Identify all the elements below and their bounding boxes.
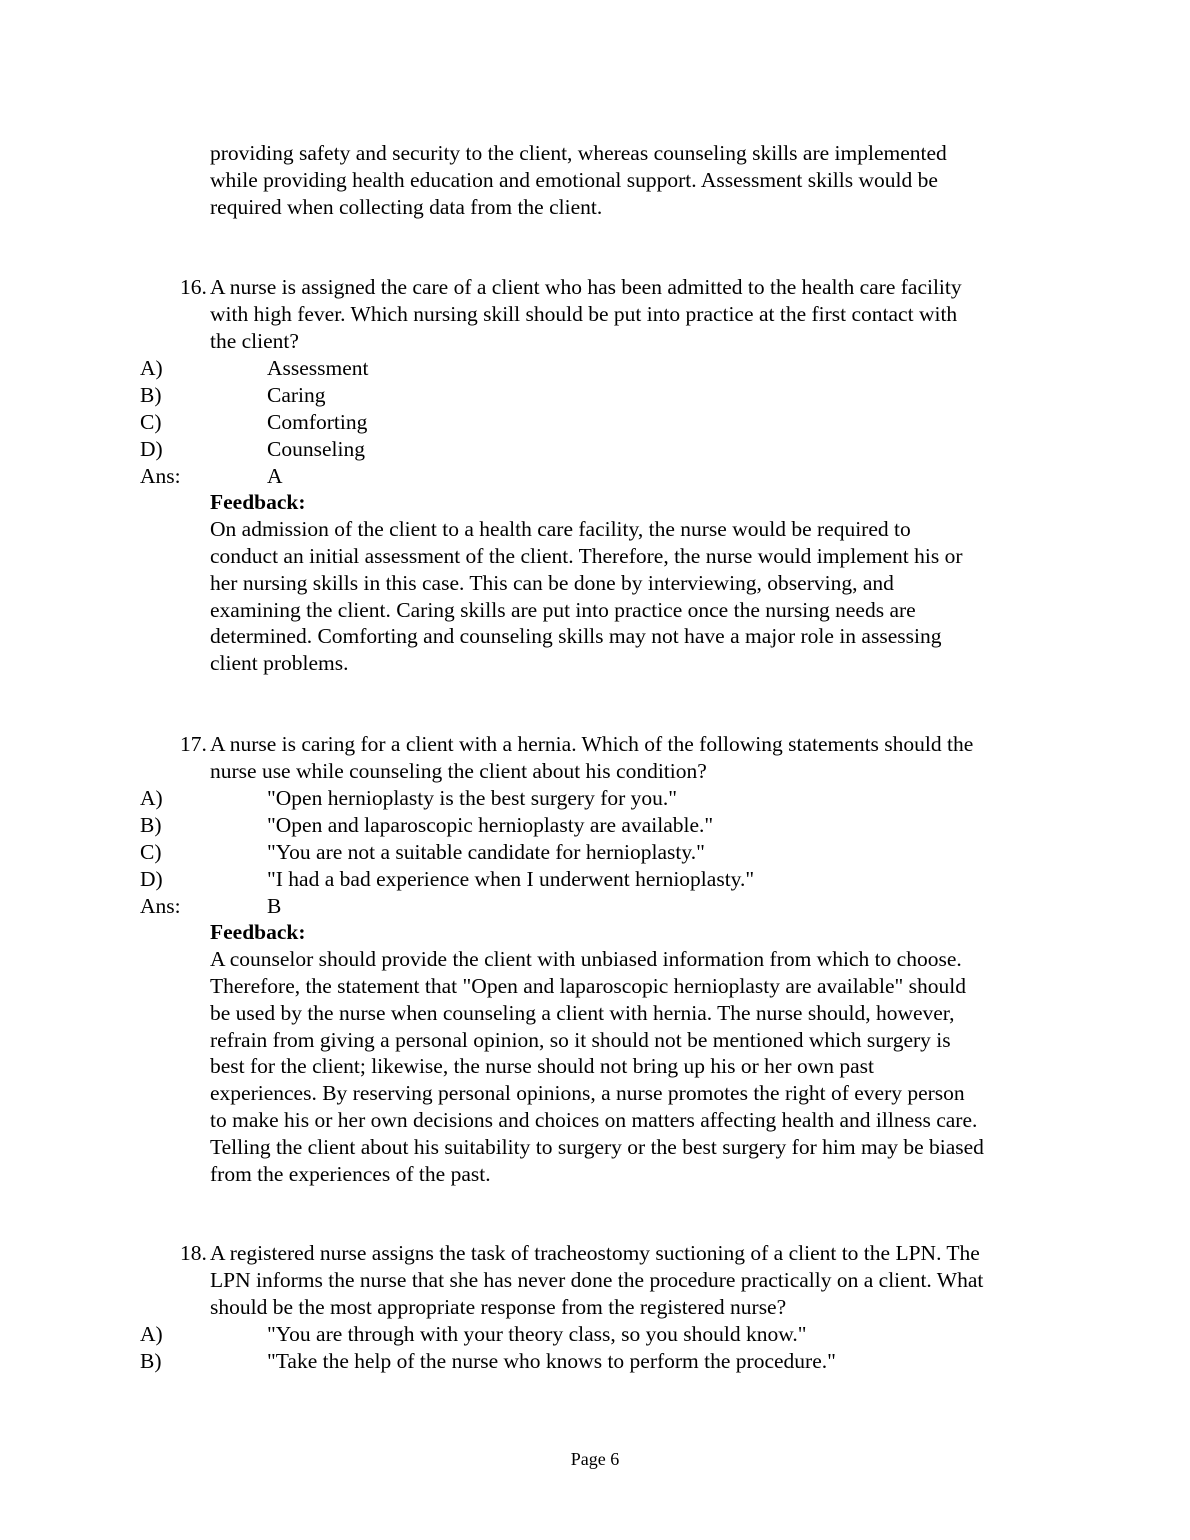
option-label: B) [140, 813, 162, 837]
option-label: A) [140, 1322, 163, 1346]
feedback-title: Feedback: [210, 920, 306, 944]
feedback-line: while providing health education and emotional support. Assessment skills would be [210, 167, 938, 192]
feedback-line: A counselor should provide the client with unbiased information from which to choose. [210, 946, 962, 971]
feedback-line: conduct an initial assessment of the client. Therefore, the nurse would implement his or [210, 543, 963, 568]
option-label: A) [140, 786, 163, 810]
question-18-stem [180, 1240, 1070, 1321]
page-number-footer: Page 6 [570, 1449, 620, 1469]
option-label: D) [140, 867, 163, 891]
option-label: B) [140, 383, 162, 407]
feedback-line: required when collecting data from the client. [210, 194, 603, 219]
question-line: A registered nurse assigns the task of tracheostomy suctioning of a client to the LPN. The [210, 1241, 980, 1265]
option-c [140, 409, 1070, 436]
option-text: "I had a bad experience when I underwent hernioplasty." [267, 867, 755, 891]
question-number: 17. [180, 732, 207, 756]
option-text: "You are through with your theory class, so you should know." [267, 1322, 807, 1346]
feedback-line: her nursing skills in this case. This can be done by interviewing, observing, and [210, 570, 894, 595]
option-text: Caring [267, 383, 326, 407]
answer-label: Ans: [140, 894, 181, 918]
question-line: LPN informs the nurse that she has never done the procedure practically on a client. What [210, 1267, 984, 1292]
option-text: Counseling [267, 437, 365, 461]
option-a [140, 355, 1070, 382]
feedback-line: determined. Comforting and counseling skills may not have a major role in assessing [210, 624, 942, 649]
question-16-feedback [210, 489, 1070, 677]
feedback-title: Feedback: [210, 490, 306, 514]
option-text: Comforting [267, 410, 368, 434]
question-line: with high fever. Which nursing skill should be put into practice at the first contact with [210, 301, 958, 326]
question-number: 18. [180, 1241, 207, 1265]
question-17-feedback [210, 919, 1070, 1188]
option-a [140, 1321, 1070, 1348]
feedback-line: Telling the client about his suitability to surgery or the best surgery for him may be biased [210, 1135, 984, 1160]
answer-value: A [267, 464, 283, 488]
option-b [140, 1348, 1070, 1375]
question-line: should be the most appropriate response from the registered nurse? [210, 1294, 787, 1319]
feedback-line: providing safety and security to the client, whereas counseling skills are implemented [210, 141, 947, 165]
feedback-line: On admission of the client to a health care facility, the nurse would be required to [210, 516, 911, 541]
question-line: A nurse is caring for a client with a hernia. Which of the following statements should the [210, 732, 974, 756]
option-b [140, 812, 1070, 839]
option-text: "Take the help of the nurse who knows to perform the procedure." [267, 1349, 836, 1373]
question-line: A nurse is assigned the care of a client who has been admitted to the health care facility [210, 275, 962, 299]
answer-row [140, 893, 1070, 920]
feedback-line: be used by the nurse when counseling a client with hernia. The nurse should, however, [210, 1000, 955, 1025]
question-17-stem [180, 731, 1070, 785]
feedback-line: refrain from giving a personal opinion, so it should not be mentioned which surgery is [210, 1027, 951, 1052]
feedback-line: Therefore, the statement that "Open and laparoscopic hernioplasty are available" should [210, 973, 967, 998]
option-label: A) [140, 356, 163, 380]
option-label: B) [140, 1349, 162, 1373]
carryover-feedback [210, 140, 1070, 221]
feedback-line: client problems. [210, 651, 349, 676]
option-c [140, 839, 1070, 866]
feedback-line: to make his or her own decisions and choices on matters affecting health and illness care. [210, 1108, 978, 1133]
feedback-line: examining the client. Caring skills are put into practice once the nursing needs are [210, 597, 916, 622]
question-line: the client? [210, 328, 299, 353]
option-b [140, 382, 1070, 409]
option-label: D) [140, 437, 163, 461]
question-line: nurse use while counseling the client about his condition? [210, 758, 707, 783]
question-number: 16. [180, 275, 207, 299]
option-d [140, 866, 1070, 893]
answer-label: Ans: [140, 464, 181, 488]
option-label: C) [140, 410, 162, 434]
answer-row [140, 463, 1070, 490]
answer-value: B [267, 894, 282, 918]
feedback-line: best for the client; likewise, the nurse should not bring up his or her own past [210, 1054, 874, 1079]
option-a [140, 785, 1070, 812]
option-text: "You are not a suitable candidate for hernioplasty." [267, 840, 705, 864]
option-text: Assessment [267, 356, 369, 380]
feedback-line: from the experiences of the past. [210, 1162, 491, 1187]
question-16-stem [180, 274, 1070, 355]
option-label: C) [140, 840, 162, 864]
option-text: "Open hernioplasty is the best surgery for you." [267, 786, 678, 810]
option-d [140, 436, 1070, 463]
feedback-line: experiences. By reserving personal opinions, a nurse promotes the right of every person [210, 1081, 965, 1106]
option-text: "Open and laparoscopic hernioplasty are available." [267, 813, 714, 837]
